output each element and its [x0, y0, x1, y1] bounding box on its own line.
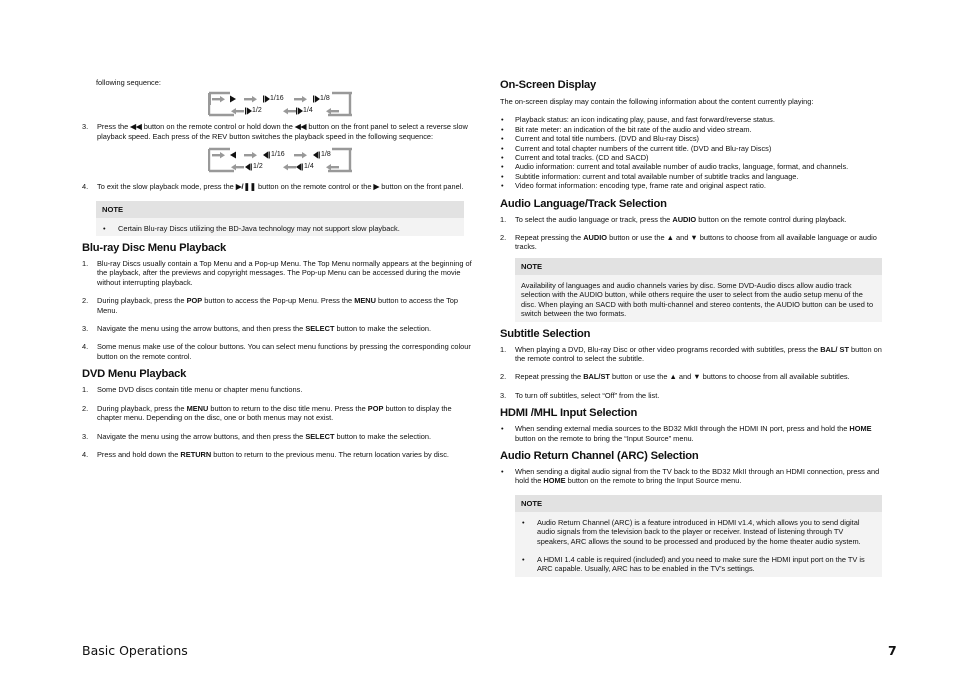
speed-1-16: 1/16 [270, 95, 284, 103]
list-item: • When sending external media sources to the BD32 MkII through the HDMI IN port, press and hold the HOME button on the remote to bring the “Input Source” menu. [501, 424, 872, 443]
speed-1-2: 1/2 [252, 107, 262, 115]
play-pause-icon: ▶/❚❚ [235, 182, 256, 192]
list-item: 2. Repeat pressing the AUDIO button or use the ▲ and ▼ buttons to choose from all available language or audio tracks. [500, 233, 877, 252]
list-item: 4. Some menus make use of the colour buttons. You can select menu functions by pressing the corresponding colour button on the remote control. [82, 342, 471, 361]
forward-slow-sequence-diagram [208, 91, 478, 117]
speed-1-2: 1/2 [253, 163, 263, 171]
speed-1-4: 1/4 [304, 163, 314, 171]
speed-1-8: 1/8 [320, 95, 330, 103]
list-item: 2. During playback, press the POP button to access the Pop-up Menu. Press the MENU button to access the Top Menu. [82, 296, 459, 315]
osd-bullet-list [500, 115, 888, 190]
note-box [515, 495, 882, 577]
list-item: • Playback status: an icon indicating play, pause, and fast forward/reverse status. [501, 115, 775, 125]
list-item: • When sending a digital audio signal from the TV back to the BD32 MkII through an HDMI connection, press and hold the HOME button on the remote to bring the Input Source menu. [501, 466, 880, 486]
rev-icon: ◀◀ [294, 122, 307, 132]
list-item: • Current and total title numbers. (DVD and Blu-ray Discs) [501, 134, 700, 144]
section-title-arc: Audio Return Channel (ARC) Selection [500, 449, 699, 462]
list-item: • Bit rate meter: an indication of the bit rate of the audio and video stream. [501, 124, 752, 134]
play-icon: ▶ [373, 182, 380, 192]
list-item: • Current and total tracks. (CD and SACD) [501, 153, 649, 163]
left-column [82, 78, 478, 459]
footer-section-name: Basic Operations [82, 643, 188, 658]
note-box [96, 201, 464, 236]
section-title-bluray: Blu-ray Disc Menu Playback [82, 242, 227, 255]
speed-1-4: 1/4 [303, 107, 313, 115]
note-header: NOTE [96, 201, 464, 218]
list-item: • Current and total chapter numbers of the current title. (DVD and Blu-ray Discs) [501, 143, 772, 153]
list-item: 4. Press and hold down the RETURN button to return to the previous menu. The return location varies by disc. [82, 449, 449, 459]
list-item: • Subtitle information: current and total available number of subtitle tracks and language. [501, 171, 799, 181]
list-item: • Certain Blu-ray Discs utilizing the BD-Java technology may not support slow playback. [103, 223, 400, 233]
note-box: NOTE Availability of languages and audio channels varies by disc. Some DVD-Audio discs allow audio track selection with the AUDIO button, while others require the user to select from the audio setup menu of the disc. When playing an SACD with both multi-channel and stereo contents, the AUDIO button can be used to switch between the two formats. [515, 258, 882, 322]
list-item: 2. Repeat pressing the BAL/ST button or use the ▲ and ▼ buttons to choose from all available subtitles. [500, 372, 850, 382]
list-item: 3. Navigate the menu using the arrow buttons, and then press the SELECT button to make the selection. [82, 324, 432, 334]
list-item: • Video format information: encoding type, frame rate and original aspect ratio. [501, 181, 766, 191]
list-item: 1. To select the audio language or track, press the AUDIO button on the remote control during playback. [500, 214, 847, 224]
speed-1-8: 1/8 [321, 151, 331, 159]
list-item: 3. To turn off subtitles, select “Off” from the list. [500, 390, 660, 400]
list-item: 1. Blu-ray Discs usually contain a Top Menu and a Pop-up Menu. The Top Menu normally appears at the beginning of the playback, after the previews and copyright messages. The Pop-up Menu can be accessed during the movie without interrupting playback. [82, 259, 472, 287]
note-header: NOTE [515, 495, 882, 512]
note-header: NOTE [515, 258, 882, 275]
list-item: • Audio Return Channel (ARC) is a feature introduced in HDMI v1.4, which allows you to send digital audio signals from the television back to the player or receiver. Instead of listening through TV speakers, ARC allows the sound to be processed and produced by the home theater audio system. [522, 517, 861, 546]
list-item: • Audio information: current and total available number of audio tracks, language, format, and channels. [501, 162, 849, 172]
list-item: • A HDMI 1.4 cable is required (included) and you need to make sure the HDMI input port on the TV is ARC capable. Usually, ARC has to be enabled in the TV’s settings. [522, 554, 865, 574]
list-item: 3. Navigate the menu using the arrow buttons, and then press the SELECT button to make the selection. [82, 431, 432, 441]
list-item: 3. Press the ◀◀ button on the remote control or hold down the ◀◀ button on the front panel to select a reverse slow playback speed. Each press of the REV button switches the playback speed in the following sequence: [82, 122, 468, 141]
right-column: On-Screen Display The on-screen display may contain the following information about the content currently playing: • Playback status: an icon indicating play, pause, and fast forward/reverse status. • Bit rate meter: an indication of the bit rate of the audio and video stream. • Current and total title numbers. (DVD and Blu-ray Discs) • Current and total chapter numbers of the current title. (DVD and Blu-ray Discs) • Current and total tracks. (CD and SACD) • Audio information: current and total available number of audio tracks, language, format, and channels. • Subtitle information: current and total available number of subtitle tracks and language. • Video format information: encoding type, frame rate and original aspect ratio. Audio Language/Track Selection 1. To select the audio language or track, press the AUDIO button on the remote control during playback. 2. Repeat pressing the AUDIO button or use the ▲ and ▼ buttons to choose from all available language or audio tracks. NOTE Availability of languages and audio channels varies by disc. Some DVD-Audio discs allow audio track selection with the AUDIO button, while others require the user to select from the audio setup menu of the disc. When playing an SACD with both multi-channel and stereo contents, the AUDIO button can be used to switch between the two formats. Subtitle Selection 1. When playing a DVD, Blu-ray Disc or other video programs recorded with subtitles, press the BAL/ ST button on the remote control to select the subtitle. 2. Repeat pressing the BAL/ST button or use the ▲ and ▼ buttons to choose from all available subtitles. 3. To turn off subtitles, select “Off” from the list. HDMI /MHL Input Selection • When sending external media sources to the BD32 MkII through the HDMI IN port, press and hold the HOME button on the remote to bring the “Input Source” menu. Audio Return Channel (ARC) Selection • When sending a digital audio signal from the TV back to the BD32 MkII through an HDMI connection, press and hold the HOME button on the remote to bring the Input Source menu. NOTE • Audio Return Channel (ARC) is a feature introduced in HDMI v1.4, which allows you to send digital audio signals from the television back to the player or receiver. Instead of listening through TV speakers, ARC allows the sound to be processed and produced by the home theater audio system. • A HDMI 1.4 cable is required (included) and you need to make sure the HDMI input port on the TV is ARC capable. Usually, ARC has to be enabled in the TV’s settings. [500, 78, 888, 577]
reverse-slow-sequence-diagram [208, 147, 478, 173]
list-item: 2. During playback, press the MENU button to return to the disc title menu. Press the POP button to display the chapter menu. Depending on the disc, one or both menus may not exist. [82, 403, 452, 423]
section-title-osd: On-Screen Display [500, 79, 597, 91]
rev-icon: ◀◀ [130, 122, 142, 132]
section-title-dvd: DVD Menu Playback [82, 368, 187, 381]
section-title-audio: Audio Language/Track Selection [500, 197, 667, 210]
page-number: 7 [888, 643, 897, 658]
intro-text: following sequence: [96, 78, 161, 87]
list-item: 4. To exit the slow playback mode, press the ▶/❚❚ button on the remote control or the ▶ button on the front panel. [82, 182, 464, 192]
list-item: 1. Some DVD discs contain title menu or chapter menu functions. [82, 385, 303, 395]
section-title-subtitle: Subtitle Selection [500, 327, 591, 340]
speed-1-16: 1/16 [271, 151, 285, 159]
section-title-hdmi: HDMI /MHL Input Selection [500, 407, 638, 420]
list-item: 1. When playing a DVD, Blu-ray Disc or other video programs recorded with subtitles, press the BAL/ ST button on the remote control to select the subtitle. [500, 344, 882, 363]
